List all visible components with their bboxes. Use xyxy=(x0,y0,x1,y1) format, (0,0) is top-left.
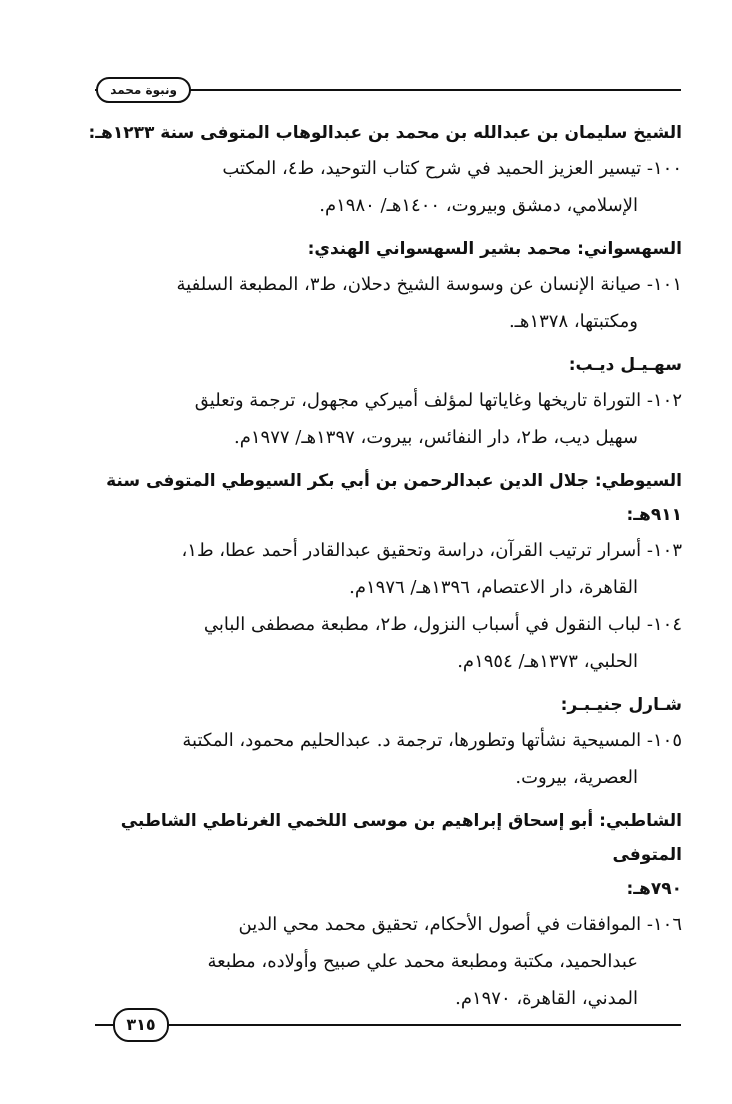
entry-line: الإسلامي، دمشق وبيروت، ١٤٠٠هـ/ ١٩٨٠م. xyxy=(319,195,638,216)
bibliography-entry xyxy=(88,382,682,456)
author-heading: الشيخ سليمان بن عبدالله بن محمد بن عبدالوهاب المتوفى سنة ١٢٣٣هـ: xyxy=(88,123,682,143)
entry-line: ١٠٣- أسرار ترتيب القرآن، دراسة وتحقيق عبدالقادر أحمد عطا، ط١، xyxy=(181,540,682,561)
entry-line: ومكتبتها، ١٣٧٨هـ. xyxy=(508,311,638,332)
running-header xyxy=(95,74,681,104)
entry-line: الحلبي، ١٣٧٣هـ/ ١٩٥٤م. xyxy=(457,651,638,672)
author-heading: شـارل جنيـبـر: xyxy=(560,695,682,715)
bibliography-entry xyxy=(88,266,682,340)
entry-line: عبدالحميد، مكتبة ومطبعة محمد علي صبيح وأولاده، مطبعة xyxy=(207,951,638,972)
running-title: ونبوة محمد xyxy=(96,77,191,103)
page-footer xyxy=(95,1008,681,1044)
footer-rule xyxy=(95,1024,681,1026)
author-heading-continued: ٧٩٠هـ: xyxy=(626,879,682,899)
bibliography-entry xyxy=(88,722,682,796)
page-number: ٣١٥ xyxy=(113,1008,169,1042)
entry-line: المدني، القاهرة، ١٩٧٠م. xyxy=(455,988,638,1009)
entry-line: ١٠١- صيانة الإنسان عن وسوسة الشيخ دحلان، ط٣، المطبعة السلفية xyxy=(176,274,682,295)
bibliography-list xyxy=(88,116,682,1017)
entry-line: ١٠٤- لباب النقول في أسباب النزول، ط٢، مطبعة مصطفى البابي xyxy=(203,614,682,635)
entry-line: ١٠٦- الموافقات في أصول الأحكام، تحقيق محمد محي الدين xyxy=(238,914,682,935)
entry-line: سهيل ديب، ط٢، دار النفائس، بيروت، ١٣٩٧هـ/ ١٩٧٧م. xyxy=(234,427,638,448)
entry-line: ١٠٠- تيسير العزيز الحميد في شرح كتاب التوحيد، ط٤، المكتب xyxy=(222,158,682,179)
bibliography-entry xyxy=(88,606,682,680)
entry-line: ١٠٢- التوراة تاريخها وغاياتها لمؤلف أميركي مجهول، ترجمة وتعليق xyxy=(194,390,682,411)
entry-line: القاهرة، دار الاعتصام، ١٣٩٦هـ/ ١٩٧٦م. xyxy=(349,577,638,598)
author-heading: السهسواني: محمد بشير السهسواني الهندي: xyxy=(307,239,682,259)
bibliography-entry xyxy=(88,532,682,606)
author-heading: الشاطبي: أبو إسحاق إبراهيم بن موسى اللخمي الغرناطي الشاطبي المتوفى xyxy=(120,811,682,865)
bibliography-entry xyxy=(88,150,682,224)
author-heading: السيوطي: جلال الدين عبدالرحمن بن أبي بكر السيوطي المتوفى سنة ٩١١هـ: xyxy=(106,471,682,525)
bibliography-entry xyxy=(88,906,682,1017)
author-heading: سهـيـل ديـب: xyxy=(568,355,682,375)
entry-line: العصرية، بيروت. xyxy=(515,767,638,788)
entry-line: ١٠٥- المسيحية نشأتها وتطورها، ترجمة د. عبدالحليم محمود، المكتبة xyxy=(182,730,682,751)
